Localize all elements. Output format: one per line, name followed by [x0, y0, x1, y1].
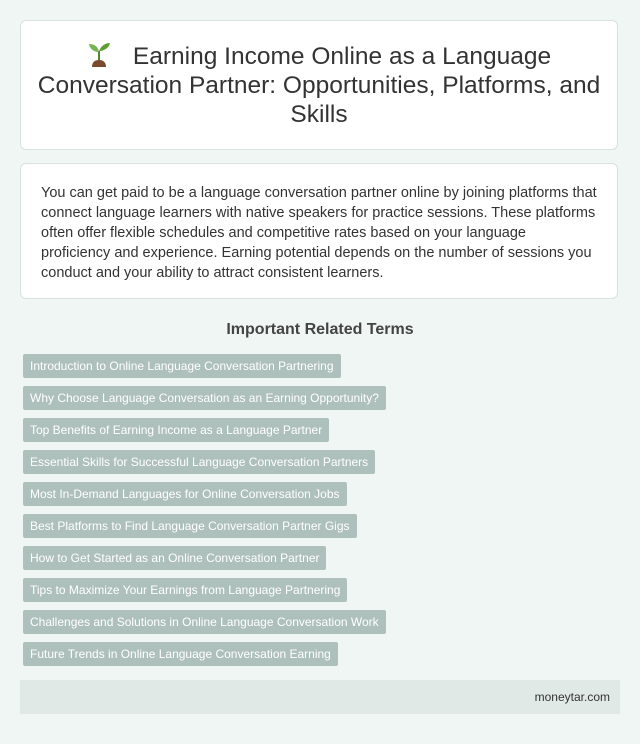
related-term-tag[interactable]: Challenges and Solutions in Online Language Conversation Work [23, 610, 386, 634]
related-term-item [23, 354, 623, 386]
footer-brand[interactable]: moneytar.com [534, 690, 610, 704]
related-term-tag[interactable]: Why Choose Language Conversation as an Earning Opportunity? [23, 386, 386, 410]
related-term-tag[interactable]: Introduction to Online Language Conversation Partnering [23, 354, 341, 378]
related-term-item [23, 386, 623, 418]
title-card [20, 20, 618, 150]
sprout-icon [87, 41, 111, 67]
related-term-tag[interactable]: Future Trends in Online Language Conversation Earning [23, 642, 338, 666]
page-title-text: Earning Income Online as a Language Conversation Partner: Opportunities, Platforms, and Skills [37, 43, 601, 128]
related-term-item [23, 450, 623, 482]
related-term-item [23, 418, 623, 450]
related-term-item [23, 610, 623, 642]
related-term-tag[interactable]: How to Get Started as an Online Conversation Partner [23, 546, 326, 570]
footer [20, 680, 620, 714]
related-term-tag[interactable]: Tips to Maximize Your Earnings from Language Partnering [23, 578, 347, 602]
related-term-tag[interactable]: Best Platforms to Find Language Conversation Partner Gigs [23, 514, 357, 538]
related-term-item [23, 482, 623, 514]
related-terms-list [23, 354, 623, 674]
related-term-item [23, 546, 623, 578]
page-title [21, 41, 617, 129]
related-term-item [23, 578, 623, 610]
intro-paragraph: You can get paid to be a language conversation partner online by joining platforms that connect language learners with native speakers for practice sessions. These platforms often offer flexible schedules and competitive rates based on your language proficiency and experience. Earning potential depends on the number of sessions you conduct and your ability to attract consistent learners. [41, 185, 597, 281]
related-term-item [23, 642, 623, 674]
intro-card [20, 163, 618, 299]
related-term-item [23, 514, 623, 546]
related-term-tag[interactable]: Most In-Demand Languages for Online Conversation Jobs [23, 482, 347, 506]
related-terms-heading: Important Related Terms [226, 321, 414, 338]
related-term-tag[interactable]: Top Benefits of Earning Income as a Language Partner [23, 418, 329, 442]
related-term-tag[interactable]: Essential Skills for Successful Language Conversation Partners [23, 450, 375, 474]
